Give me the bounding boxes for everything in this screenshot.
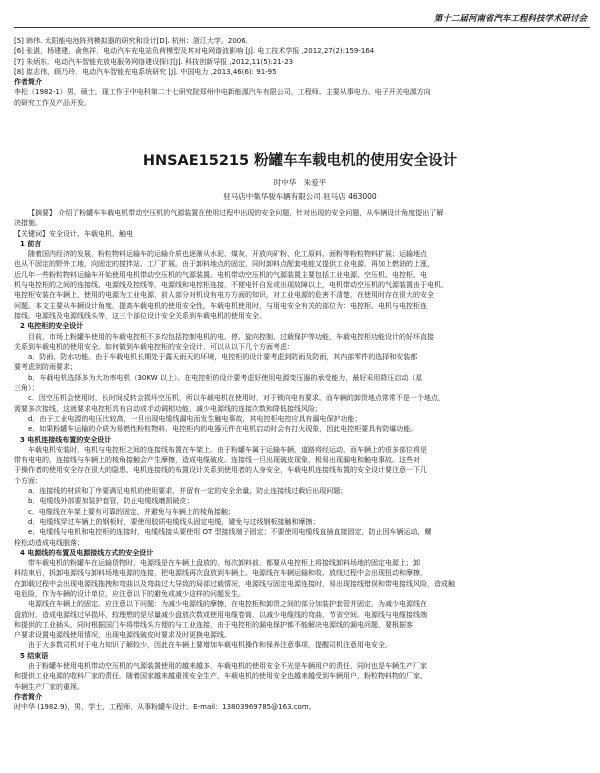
paragraph-line: 需要多次接线，这就要求电控柜具有自动或手动调相功能，减少电源线的连接次数和降低接线风险； [14, 404, 322, 413]
paragraph-line: 目前，市场上粉罐车使用的车载电控柜不多均包括控制电机的电、停、旋向控制、过载保护等功能，车载电控柜功能设计的好坏直接 [28, 332, 434, 341]
article-author: 时中华 朱爱平 [273, 178, 327, 187]
abstract [14, 208, 594, 229]
section-heading: 3 电机连接线布置的安全设计 [20, 435, 112, 444]
paragraph-line: 个方面： [14, 476, 42, 485]
paragraph-line: a．防雨、防水功能。由于车载电机长期处于露天雨天的环境，电控柜的设计要考虑到防雨及防雨，其内部零件的选择和安装都 [28, 353, 418, 362]
article-title: HNSAE15215 粉罐车车载电机的使用安全设计 [142, 153, 458, 169]
paragraph-line: c．电缆线在车架上要有可靠的固定，并避免与车辆上的棱角接触； [28, 507, 235, 516]
section-heading: 4 电源线的布置及电源接线方式的安全设计 [20, 548, 154, 557]
section [14, 239, 594, 321]
keywords: 【关键词】安全设计、车载电机、触电 [14, 229, 133, 238]
paragraph-line: 户要求设置电源线使用情况，出现电源线破皮时要求及时更换电源线。 [14, 631, 231, 640]
paragraph-line: 电控柜安装在车辆上，使用的电源为工业电源，前人部分对机设有电方方面的知识，对工业电源的危害不清楚，在使用时存在很大的安全 [14, 291, 434, 300]
prev-author-label: 作者简介 [14, 78, 42, 87]
paragraph-line: 车载电机安装时，电机与电控柜之间的连接线布置在车架上。由于粉罐车属于运输车辆，道路将经运动，而车辆上的很多部位将是 [28, 445, 427, 454]
paragraph-line: 要考虑到防雨要求； [14, 363, 77, 372]
section [14, 651, 594, 692]
paragraph-line: 问题。本文主要从车辆设计角度，提高车载电机的使用安全性，车载电机使用时，与用电安全有关的部位为：电控柜、电机与电控柜连 [14, 301, 427, 310]
prev-author-line: 李松（1982-1）男，硕士，现工作于中电科第二十七研究院郑州中电新能源汽车有限公司，工程师。主要从事电力、电子开关电源方向 [14, 88, 431, 97]
paragraph-line: 随着国内经济的发展，粉粒物料运输车的运输介质也逐渐从水泥、煤灰、开放向矿粉、化工原料、面粉等粉粒物料扩展；运输地点 [28, 250, 427, 259]
paragraph-line: 带车载电机的粉罐车在运输货物时，电源线是在车辆上盘放的。每次卸料前，都要从电控柜上将接线卸料场地的固定电源上；卸 [28, 559, 420, 568]
section-heading: 5 结束语 [20, 651, 49, 660]
abstract-line: 决措施。 [14, 219, 42, 228]
sections [14, 239, 594, 692]
paragraph-line: 带有电电的，连接线与车辆上的棱角接触会产生摩擦，造成电缆破皮。连接线一旦出现破皮现象，极易出现漏电和触电事故。这些对 [14, 456, 420, 465]
paragraph-line: 接线、电源线及电源线线头等，这三个部位设计安全关系到车载电机的使用安全。 [14, 311, 266, 320]
reference-item: [5] 韩伟. 太阳能电池阵列模拟器的研究和设计[D]. 杭州：浙江大学，2006. [14, 37, 248, 45]
paragraph-line: 关系到车载电机的使用安全。如何做到车载电控柜的安全设计，可以从以下几个方面考虑： [14, 342, 294, 351]
paragraph-line: e．如果粉罐车运输的介质为易燃性粉粒物料，电控柜内的电器元件在电机启动时会有打火现象，因此电控柜要具有防爆功能。 [28, 425, 418, 434]
section [14, 435, 594, 548]
paragraph-line: 也从不固定的野外工地，向固定的搅拌站、工厂扩展。由于卸料地点的固定，同时卸料点配套电能又提供工业电源，再加上燃油的上涨， [14, 260, 434, 269]
reference-item: [7] 朱炳东．电动汽车智能充放电服务网络建设探讨[J]. 科技创新导报 ,2012,11(5):21-23 [14, 57, 294, 66]
paragraph-line: e．电缆线与电机和电控柜的连接时，电缆线接头要使用 OT 型接线端子固定；不要使用电缆线直插直接固定，防止因车辆运动，螺 [28, 528, 432, 537]
paragraph-line: a．连接线的材质和丁序要满足电机的使用要求，并留有一定的安全余量，防止连接线过载后出现问题； [28, 487, 348, 496]
paragraph-line: 和提供的工业插头，同时根据国门车将带线头方便的与工业连接，由于电控柜的漏电保护都不能解决电源线的漏电问题，要根据客 [14, 620, 413, 629]
article-body [14, 208, 594, 713]
previous-article-tail [14, 36, 594, 108]
paragraph-line: 三角）； [14, 384, 39, 393]
paragraph-line: b．车载电机选择多为大功率电机（30KW 以上）。在电控柜的设计要考虑好使用电源变压器的承受能力，最好采用降压启动（星 [28, 373, 423, 382]
section-heading: 2 电控柜的安全设计 [20, 322, 84, 331]
paragraph-line: d．电缆线穿过车辆上的钢板时，要使用胶质电缆线头固定电缆，避免与过线钢板接触和摩擦； [28, 517, 320, 526]
prev-author-bio [14, 87, 594, 108]
paragraph-line: 车辆生产厂家的重视。 [14, 682, 84, 691]
abstract-line: 【摘要】 介绍了粉罐车车载电机带动空压机的气源装置在使用过程中出现的安全问题，针对出现的安全问题，从车辆设计角度提出了解 [28, 209, 444, 217]
article-affiliation: 驻马店中集华骏车辆有限公司 驻马店 463000 [223, 192, 377, 201]
reference-list [14, 36, 594, 77]
section [14, 548, 594, 651]
paragraph-line: 和提供工业电源的收料厂家的责任。随着国家越来越重视安全生产，车载电机的使用安全也越来越受到车辆用户，粉粒物料物的厂家、 [14, 672, 427, 681]
paragraph-line: c．因空压机会使用时，长时间反转会损坏空压机，所以车载电机在使用时，对于锁向电有要求。而车辆的卸货地点常常不是一个地点， [28, 394, 445, 403]
paragraph-line: 由于大多数司机对于电力知识了解较少，因此在车辆上要增加车载电机操作和保养注意事项，提醒司机注意用电安全。 [28, 641, 392, 650]
reference-item: [6] 张湛，杨建建，俞焦祥．电动汽车充电站负荷模型及其对电网谐波影响 [J]. 电工技术学报 ,2012,27(2):159-164 [14, 47, 375, 56]
author-bio-label: 作者简介 [14, 692, 42, 701]
paragraph-line: 近几年一些粉粒物料运输车开始使用电机带动空压机的气源装置。电机带动空压机的气源装置主要包括工业电源、空压机、电控柜、电 [14, 270, 427, 279]
paragraph-line: d．由于工业电源的电压比较高，一旦出现电缆线漏电而发生触电事故，其电控柜电控应具有漏电保护功能； [28, 414, 362, 423]
author-bio-text: 时中华 (1982.9)，男，学士，工程师，从事粉罐车设计。E-mail：13803969785@163.com。 [14, 703, 316, 712]
reference-item: [8] 崔志伟，顾乃玲．电动汽车智能充电系统研究 [J]. 中国电力 ,2013,46(6): 91-95 [14, 67, 277, 76]
section [14, 321, 594, 434]
paragraph-line: 由于粉罐车使用电机带动空压机的气源装置使用的越来越多，车载电机的使用安全不光是车辆用户的责任，同时也是车辆生产厂家 [28, 662, 427, 671]
paragraph-line: 料结束后，拆卸电源线与卸料场地电源的连接，把电源线再次盘放到车辆上。电源线在车辆运输和收、放线过程中会出现扭动和摩擦， [14, 569, 427, 578]
paragraph-line: b．电缆线外部要加装护套管，防止电缆线磨损破皮； [28, 497, 194, 506]
paragraph-line: 于操作者的使用安全存在很大的隐患，电机连接线的布置设计关系到使用者的人身安全，车载电机连接线布置的安全设计要注意一下几 [14, 466, 427, 475]
paragraph-line: 栓松动造成电线脱落； [14, 538, 84, 547]
paragraph-line: 盘放时，造成电源线过早损坏，较理想的是尽量减少盘放次数或使用电缆卷筒，以减少电缆线的弯曲，节省空间。电源线与电缆接线端 [14, 610, 427, 619]
section-heading: 1 前言 [20, 239, 42, 248]
paragraph-line: 电源线在车辆上的固定。应注意以下问题：为减少电源线的摩擦，在电控柜和卸货之间的部分加装护套管并固定，为减少电源线在 [28, 600, 427, 609]
conference-header: 第十二届河南省汽车工程科技学术研讨会 [433, 14, 587, 24]
paragraph-line: 机与电控柜的之间的连接线、电源线及控线等，电源线和电控柜连接，不便电钎自发或出现故障以上，电机带动空压机的气源装置由于电机、 [14, 281, 448, 290]
paragraph-line: 在卸载过程中会出现电源线拖拽和弯曲以及弯曲过大导致的局部过载情况，电源线与固定电源连接时，易出现接线错误和带电接线风险，造成触 [14, 579, 455, 588]
paragraph-line: 电危险，作为车辆的设计单位，应注意以下的避免或减少这样的问题发生。 [14, 589, 245, 598]
prev-author-line: 的研究工作及产品开发。 [14, 98, 91, 107]
header-rule [14, 27, 590, 28]
